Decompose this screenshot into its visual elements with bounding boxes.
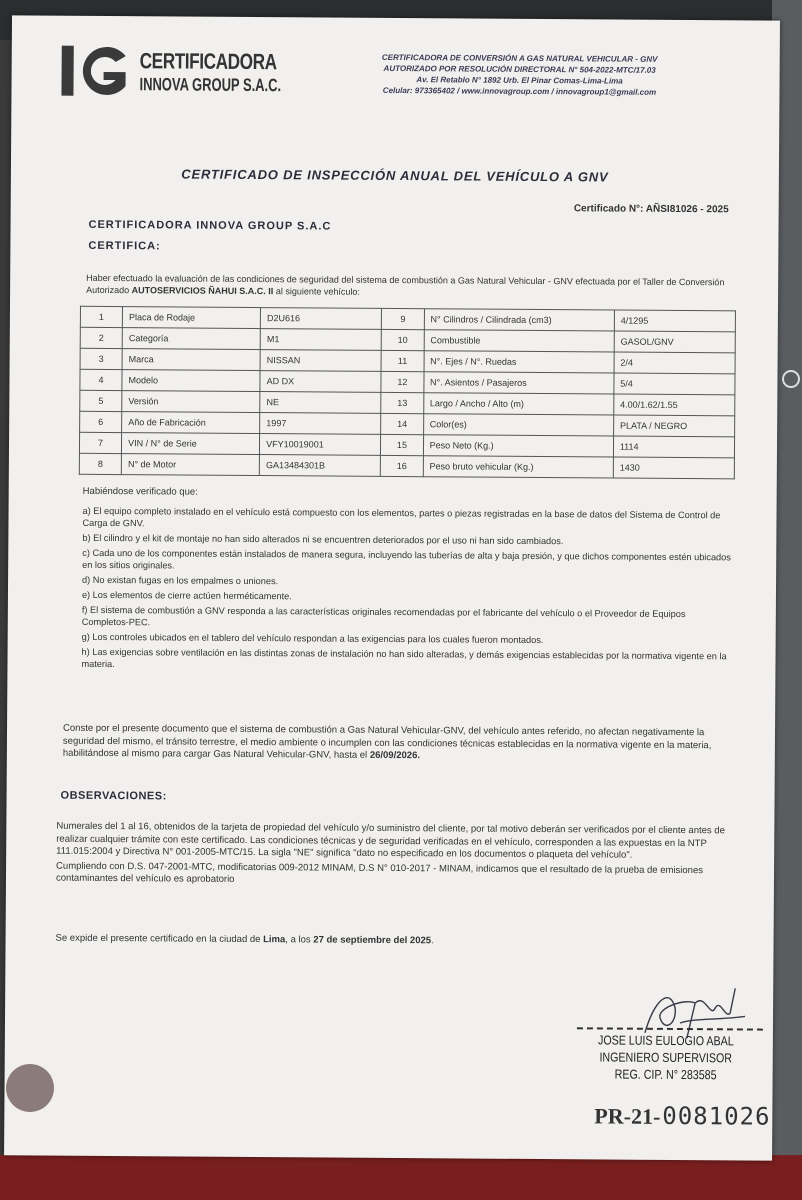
header-info-line3: Av. El Retablo N° 1892 Urb. El Pinar Comas-Lima-Lima (416, 75, 623, 86)
field-value: 1114 (613, 436, 734, 458)
field-value: D2U616 (260, 308, 381, 330)
row-number: 6 (80, 411, 122, 432)
field-label: N° de Motor (121, 454, 259, 476)
company-logo (59, 42, 282, 101)
field-label: N°. Asientos / Pasajeros (423, 372, 613, 394)
logo-name-line2: INNOVA GROUP S.A.C. (139, 74, 282, 96)
row-number: 8 (79, 453, 121, 474)
intro-workshop: AUTOSERVICIOS ÑAHUI S.A.C. II (131, 285, 274, 297)
expide-prefix: Se expide el presente certificado en la ciudad de (55, 932, 261, 946)
field-label: Peso bruto vehicular (Kg.) (423, 456, 613, 478)
field-label: Modelo (122, 370, 260, 392)
verified-list (81, 505, 732, 678)
row-number: 13 (381, 392, 423, 413)
observaciones-text (56, 821, 746, 892)
row-number: 3 (80, 348, 122, 369)
field-value: AD DX (260, 371, 381, 393)
field-value: 2/4 (614, 352, 735, 374)
field-label: Color(es) (423, 414, 613, 436)
verified-item: e) Los elementos de cierre actúen herméticamente. (81, 589, 292, 602)
logo-name-line1: CERTIFICADORA (139, 48, 277, 75)
observacion-paragraph: Cumpliendo con D.S. 047-2001-MTC, modificatorias 009-2012 MINAM, D.S N° 010-2017 - MINAM, indicamos que el resultado de la prueba de emisiones contaminantes del vehículo es aprobatorio (55, 860, 704, 885)
field-value: 4/1295 (614, 310, 735, 332)
field-label: Año de Fabricación (122, 412, 260, 434)
field-value: VFY10019001 (260, 434, 381, 456)
verified-item: c) Cada uno de los componentes están instalados de manera segura, incluyendo las tuberías de alta y baja presión, y que dichos componentes estén ubicados en los sitios originales. (82, 547, 731, 571)
certificate-document (4, 15, 780, 1160)
expide-mid: , a los (285, 934, 311, 946)
finger-shadow (6, 1064, 54, 1112)
field-label: Marca (122, 349, 260, 371)
side-edge-icon (782, 370, 800, 388)
field-value: NISSAN (260, 350, 381, 372)
expide-date: 27 de septiembre del 2025 (313, 934, 432, 947)
verified-item: d) No existan fugas en los empalmes o uniones. (82, 574, 279, 587)
intro-prefix: Haber efectuado la evaluación de las condiciones de seguridad del sistema de combustión a Gas Natural Vehicular - GNV efectuada por el Taller de Conversión Autorizado (86, 272, 725, 296)
observacion-paragraph: Numerales del 1 al 16, obtenidos de la tarjeta de propiedad del vehículo y/o suministro del cliente, por tal motivo deberán ser verificados por el cliente antes de realizar cualquier trámite con este certificado. Las condiciones técnicas y de seguridad verificadas en el vehículo, corresponden a las expuestas en la NTP 111.015:2004 y Directiva N° 001-2005-MTC/15. La sigla "NE" significa "dato no especificado en los documentos o plaqueta del vehículo". (56, 820, 725, 861)
verified-item: f) El sistema de combustión a GNV responda a las características originales recomendadas por el fabricante del vehículo o el Proveedor de Equipos Completos-PEC. (81, 604, 686, 628)
certificate-number-value: AÑSI81026 - 2025 (645, 203, 729, 216)
field-label: Versión (122, 391, 260, 413)
field-label: N° Cilindros / Cilindrada (cm3) (424, 309, 614, 331)
row-number: 7 (79, 432, 121, 453)
field-label: Peso Neto (Kg.) (423, 435, 613, 457)
field-label: Categoría (122, 328, 260, 350)
header-info-line4: Celular: 973365402 / www.innovagroup.com / innovagroup1@gmail.com (382, 85, 657, 97)
table-row (79, 453, 734, 479)
observaciones-heading: OBSERVACIONES: (60, 789, 167, 803)
field-label: Placa de Rodaje (122, 307, 260, 329)
verified-item: h) Las exigencias sobre ventilación en las distintas zonas de instalación no han sido alteradas, y demás exigencias establecidas por la normativa vigente en la materia. (81, 646, 727, 670)
row-number: 15 (381, 434, 423, 455)
row-number: 16 (381, 455, 423, 476)
conste-paragraph (63, 723, 735, 765)
ig-logo-icon (59, 42, 131, 101)
row-number: 12 (381, 371, 423, 392)
header-info (329, 52, 709, 99)
vehicle-data-table (79, 306, 736, 480)
signer-role: INGENIERO SUPERVISOR (599, 1049, 733, 1066)
header-info-line2: AUTORIZADO POR RESOLUCIÓN DIRECTORAL N° 504-2022-MTC/17.03 (383, 63, 656, 75)
certifica-heading: CERTIFICA: (88, 239, 161, 253)
signer-name: JOSE LUIS EULOGIO ABAL (597, 1032, 734, 1049)
header-info-line1: CERTIFICADORA DE CONVERSIÓN A GAS NATURAL VEHICULAR - GNV (381, 52, 658, 64)
expide-city: Lima (263, 934, 286, 946)
row-number: 4 (80, 369, 122, 390)
field-value: NE (260, 392, 381, 414)
signature-block (589, 1031, 742, 1083)
field-value: 5/4 (614, 373, 735, 395)
field-label: N°. Ejes / N°. Ruedas (424, 351, 614, 373)
row-number: 11 (381, 350, 423, 371)
verified-heading: Habiéndose verificado que: (82, 485, 198, 498)
intro-suffix: al siguiente vehículo: (275, 286, 360, 297)
row-number: 2 (80, 327, 122, 348)
row-number: 10 (381, 329, 423, 350)
conste-text: Conste por el presente documento que el sistema de combustión a Gas Natural Vehicular-GNV, del vehículo antes referido, no afectan negativamente la seguridad del mismo, el tránsito terrestre, el medio ambiente o incumplen con las condiciones técnicas establecidas en la normativa vigente en la materia, habilitándose al mismo para cargar Gas Natural Vehicular-GNV, hasta el (62, 722, 712, 761)
field-value: 1430 (613, 457, 734, 479)
company-name: CERTIFICADORA INNOVA GROUP S.A.C (88, 218, 332, 233)
field-label: Largo / Ancho / Alto (m) (423, 393, 613, 415)
conste-date: 26/09/2026. (369, 749, 421, 762)
document-title: CERTIFICADO DE INSPECCIÓN ANUAL DEL VEHÍCULO A GNV (181, 166, 609, 185)
field-value: PLATA / NEGRO (613, 415, 734, 437)
row-number: 9 (382, 308, 424, 329)
verified-item: b) El cilindro y el kit de montaje no han sido alterados ni se encuentren deteriorados por el uso ni han sido cambiados. (82, 532, 564, 547)
certificate-number-label: Certificado N°: (573, 203, 644, 215)
field-value: GASOL/GNV (614, 331, 735, 353)
row-number: 1 (80, 306, 122, 327)
form-number: 0081026 (662, 1101, 771, 1131)
field-value: GA13484301B (259, 455, 380, 477)
desk-background-bottom (0, 1155, 802, 1200)
row-number: 5 (80, 390, 122, 411)
verified-item: g) Los controles ubicados en el tablero del vehículo respondan a las exigencias para los cuales fueron montados. (81, 631, 544, 646)
certificate-number (574, 203, 729, 215)
row-number: 14 (381, 413, 423, 434)
field-label: Combustible (424, 330, 614, 352)
field-value: 1997 (260, 413, 381, 435)
verified-item: a) El equipo completo instalado en el vehículo está compuesto con los elementos, partes o piezas registradas en la base de datos del Sistema de Control de Carga de GNV. (82, 505, 721, 529)
form-code: PR-21- (594, 1103, 661, 1129)
field-label: VIN / N° de Serie (122, 433, 260, 455)
signer-reg: REG. CIP. N° 283585 (614, 1066, 717, 1083)
expide-line: Se expide el presente certificado en la ciudad de Lima, a los 27 de septiembre del 2025. (55, 932, 434, 947)
field-value: M1 (260, 329, 381, 351)
field-value: 4.00/1.62/1.55 (614, 394, 735, 416)
intro-paragraph (86, 272, 726, 300)
